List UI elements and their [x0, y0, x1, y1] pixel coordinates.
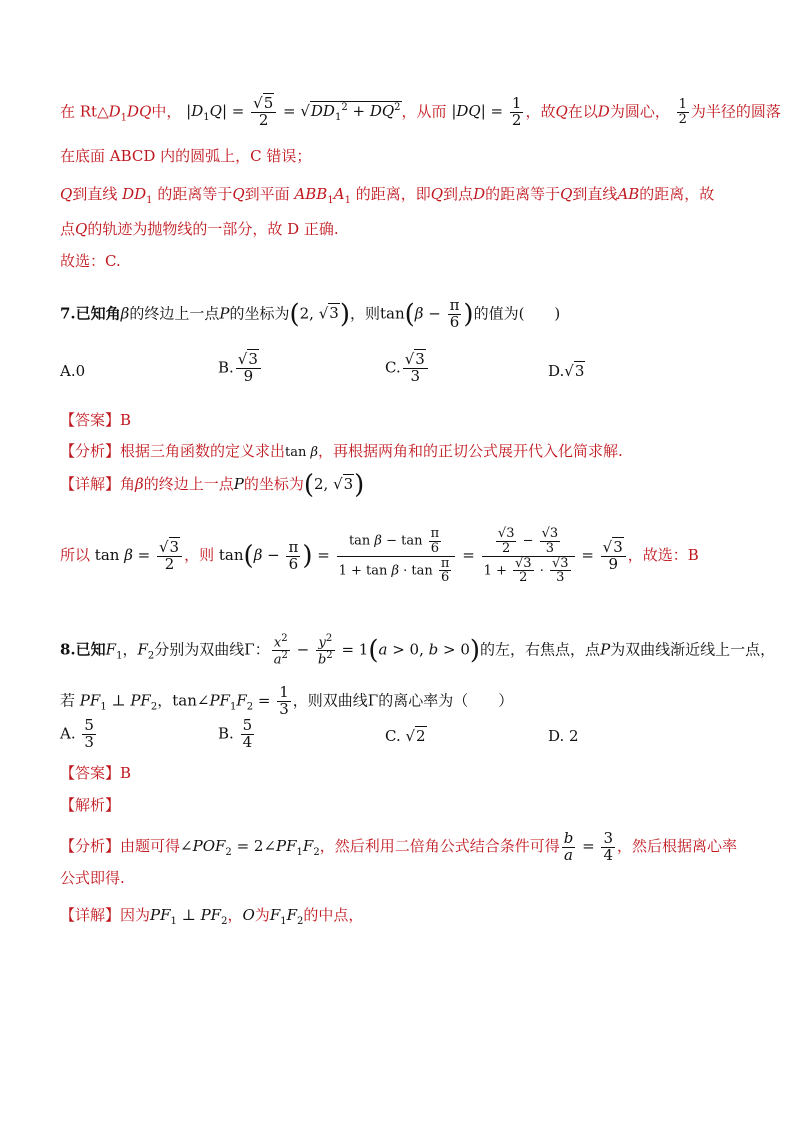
q7-calculation: 所以 tan β = $\frac{√3}{2}$ ，则 tan(β − $\frac{\pi}{6}$ ) = tan β − tan $\frac{\pi}{6}$ 1 + tan β · tan $\frac{\pi}{6}$ = $\frac{√3}{2}$ − $\frac{√3}{3}$ 1 + $\frac{√3}{2}$ · $\frac{√3}{3}$ = $\frac{√3}{9}$ ，故选：B — [60, 526, 699, 586]
q7-option-a: A.0 — [60, 362, 86, 380]
prev-solution-line-5: 故选：C. — [60, 252, 121, 270]
q7-stem: 7.已知角β的终边上一点P的坐标为(2, √3)，则tan(β − $\frac{\pi}{6}$ )的值为( ) — [60, 296, 561, 331]
q7-answer: 【答案】B — [60, 411, 132, 429]
prev-solution-line-1: 在 $Rt\triangle D_1DQ$中， $|D_1Q|$ = $\frac{√5}{2}$ = $√DD_1^2 + DQ^2$，从而 |DQ| = $\frac{1}{2}$ ，故Q在以D为圆心， $\frac{1}{2}$ 为半径的圆落 — [60, 94, 781, 129]
q8-analysis: 【分析】由题可得$\angle POF_2$ = $2\angle PF_1F_2$，然后利用二倍角公式结合条件可得 $\frac{b}{a}$ = $\frac{3}{4}$ ，然后根据离心率 — [60, 828, 737, 864]
q8-answer: 【答案】B — [60, 764, 132, 782]
q8-option-d: D. 2 — [548, 727, 579, 745]
prev-solution-line-4: 点Q的轨迹为抛物线的一部分，故 D 正确. — [60, 220, 339, 238]
q7-option-c: C. $\frac{√3}{3}$ — [385, 352, 430, 385]
q8-option-a: A. $\frac{5}{3}$ — [60, 716, 94, 751]
q8-option-c: C. √2 — [385, 727, 426, 745]
q8-stem: 8.已知$F_1$，$F_2$分别为双曲线Γ： $\frac{x^2}{a^2}$ − $\frac{y^2}{b^2}$ = 1(a > 0, b > 0)的左，右焦点，点P为双曲线渐近线上一点， — [60, 633, 776, 668]
q8-detail: 【详解】因为$PF_1$ ⊥ $PF_2$，O为$F_1F_2$的中点， — [60, 906, 364, 927]
q7-detail: 【详解】角β的终边上一点P的坐标为(2, √3) — [60, 470, 365, 500]
q7-analysis: 【分析】根据三角函数的定义求出tan β，再根据两角和的正切公式展开代入化简求解. — [60, 442, 623, 460]
q8-stem-2: 若 $PF_1$ ⊥ $PF_2$，$\tan\angle PF_1F_2$ = $\frac{1}{3}$ ，则双曲线Γ的离心率为（ ） — [60, 683, 514, 718]
q7-option-d: D.√3 — [548, 362, 585, 380]
q8-jiexi: 【解析】 — [60, 796, 121, 814]
prev-solution-line-3: Q到直线 $DD_1$ 的距离等于Q到平面 $ABB_1A_1$ 的距离，即Q到点D的距离等于Q到直线AB的距离，故 — [60, 185, 715, 206]
q7-option-b: B. $\frac{√3}{9}$ — [218, 352, 263, 385]
prev-solution-line-2: 在底面 ABCD 内的圆弧上，C 错误； — [60, 147, 312, 165]
q8-analysis-2: 公式即得. — [60, 869, 125, 887]
q8-option-b: B. $\frac{5}{4}$ — [218, 716, 253, 751]
